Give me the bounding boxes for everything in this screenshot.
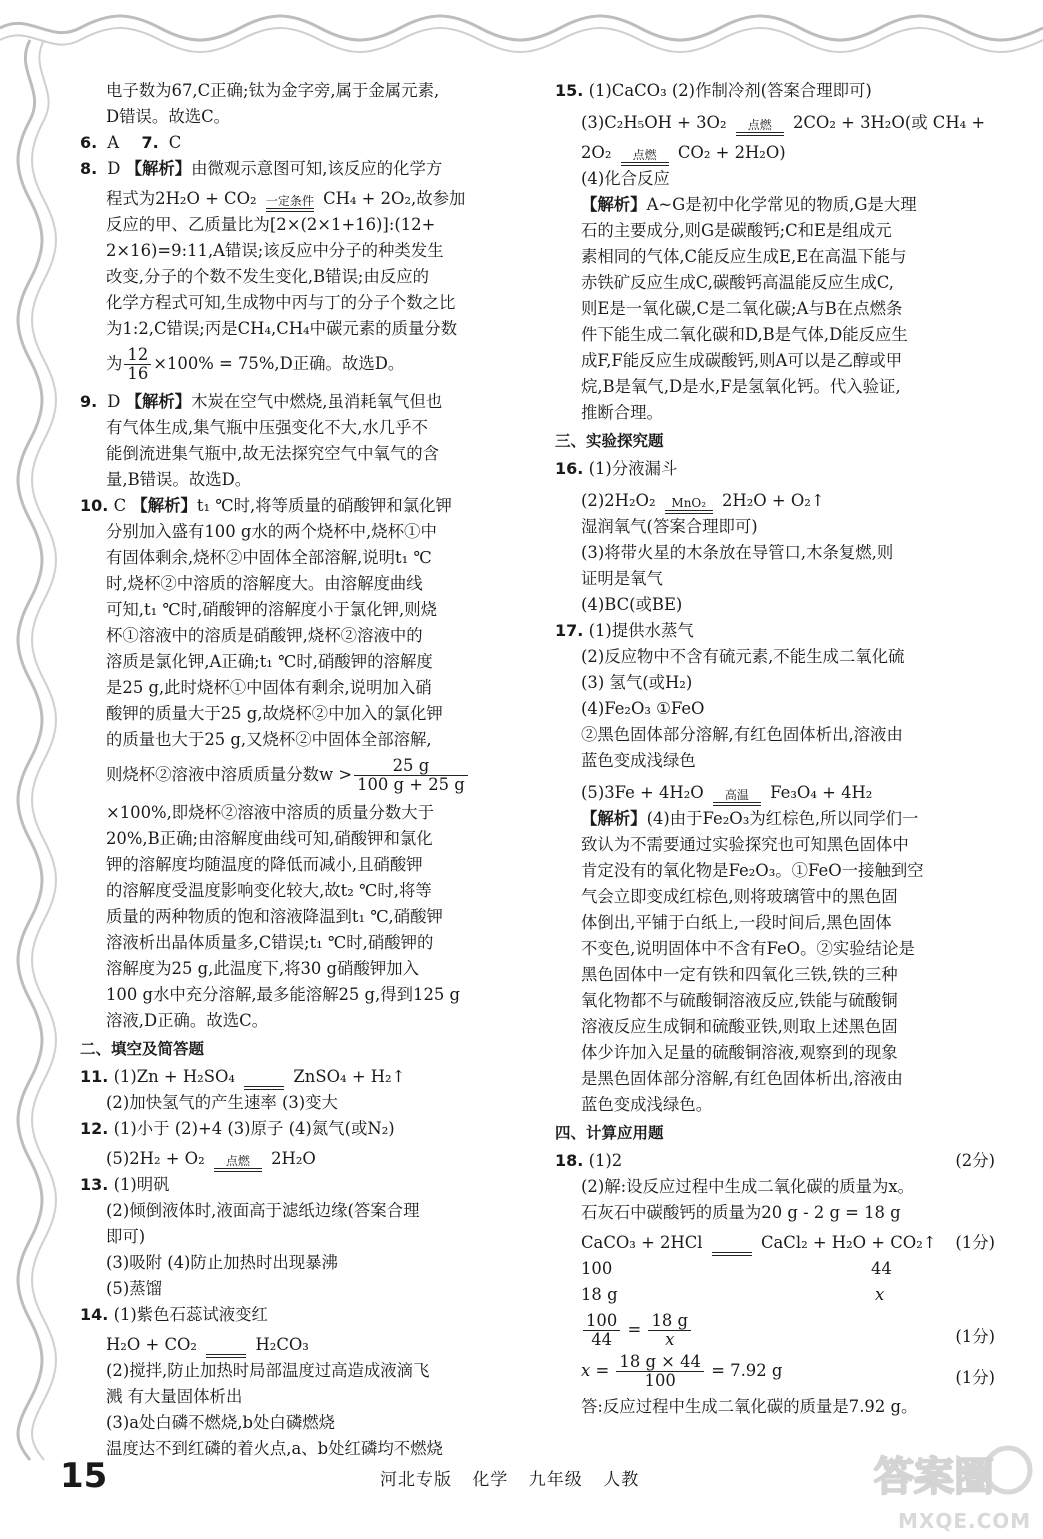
question-13 xyxy=(80,1172,520,1302)
equation-right: H₂CO₃ xyxy=(255,1335,309,1354)
question-number: 10. xyxy=(80,496,109,515)
text-fragment: = 7.92 g xyxy=(711,1361,783,1380)
score-label: (1分) xyxy=(955,1368,995,1387)
left-column xyxy=(80,78,520,1462)
text-line: 件下能生成二氧化碳和D,B是气体,D能反应生 xyxy=(581,325,908,344)
fraction: $\frac{100}{44}$ xyxy=(583,1312,620,1349)
watermark-logo xyxy=(868,1440,1038,1535)
text-line: (4)由于Fe₂O₃为红棕色,所以同学们一 xyxy=(646,809,919,828)
mass-value: 18 g xyxy=(581,1285,618,1304)
analysis-tag: 【解析】 xyxy=(125,159,192,178)
section-title: 二、填空及简答题 xyxy=(80,1040,205,1058)
text-line: 时,烧杯②中溶质的溶解度大。由溶解度曲线 xyxy=(106,574,423,593)
text-line: 的溶解度受温度影响变化较大,故t₂ ℃时,将等 xyxy=(106,881,432,900)
mass-value: 44 xyxy=(871,1259,892,1278)
text-line: (3)a处白磷不燃烧,b处白磷燃烧 xyxy=(106,1413,335,1432)
answer: C xyxy=(168,133,182,152)
text-line: (1)提供水蒸气 xyxy=(588,621,694,640)
mass-value: x xyxy=(875,1285,885,1304)
question-number: 12. xyxy=(80,1119,109,1138)
text-line: 溶液反应生成铜和硫酸亚铁,则取上述黑色固 xyxy=(581,1017,898,1036)
question-12 xyxy=(80,1116,520,1172)
reaction-condition: MnO₂ xyxy=(661,497,717,514)
answer: A xyxy=(107,133,120,152)
question-16 xyxy=(555,456,995,618)
question-number: 11. xyxy=(80,1067,109,1086)
text-line: 2×16)=9:11,A错误;该反应中分子的种类发生 xyxy=(106,241,444,260)
text-line: 不变色,说明固体中不含有FeO。②实验结论是 xyxy=(581,939,915,958)
text-line: (3) 氢气(或H₂) xyxy=(581,673,693,692)
equation-left: (3)C₂H₅OH + 3O₂ xyxy=(581,113,727,132)
mass-value: 100 xyxy=(581,1259,613,1278)
analysis-tag: 【解析】 xyxy=(125,392,192,411)
reaction-condition: 点燃 xyxy=(617,149,673,166)
text-line: A~G是初中化学常见的物质,G是大理 xyxy=(646,195,917,214)
text-line: (1)紫色石蕊试液变红 xyxy=(113,1305,268,1324)
reaction-condition: 点燃 xyxy=(210,1155,266,1172)
section-title: 四、计算应用题 xyxy=(555,1124,664,1142)
text-line: 溶解度为25 g,此温度下,将30 g硝酸钾加入 xyxy=(106,959,420,978)
text-line: 蓝色变成浅绿色。 xyxy=(581,1095,713,1114)
text-line: (2)解:设反应过程中生成二氧化碳的质量为x。 xyxy=(581,1177,915,1196)
text-line: 石灰石中碳酸钙的质量为20 g - 2 g = 18 g xyxy=(581,1203,901,1222)
question-18 xyxy=(555,1148,995,1420)
text-line: 质量的两种物质的饱和溶液降温到t₁ ℃,硝酸钾 xyxy=(106,907,443,926)
question-number: 17. xyxy=(555,621,584,640)
equation-right: 2H₂O xyxy=(271,1149,316,1168)
question-6-7 xyxy=(80,130,520,156)
text-line: 即可) xyxy=(106,1227,146,1246)
text-line: 烷,B是氧气,D是水,F是氢氧化钙。代入验证, xyxy=(581,377,901,396)
equation-right: 2H₂O + O₂↑ xyxy=(721,491,825,510)
text-line: t₁ ℃时,将等质量的硝酸钾和氯化钾 xyxy=(196,496,452,515)
question-17 xyxy=(555,618,995,1118)
equals-sign xyxy=(202,1341,250,1358)
text-line: (1)分液漏斗 xyxy=(588,459,678,478)
text-line: 化学方程式可知,生成物中丙与丁的分子个数之比 xyxy=(106,293,456,312)
score-label: (1分) xyxy=(955,1233,995,1252)
text-line: 酸钾的质量大于25 g,故烧杯②中加入的氯化钾 xyxy=(106,704,443,723)
text-line: (2)加快氢气的产生速率 (3)变大 xyxy=(106,1093,338,1112)
text-line: (1)小于 (2)+4 (3)原子 (4)氮气(或N₂) xyxy=(113,1119,395,1138)
section-title: 三、实验探究题 xyxy=(555,432,664,450)
text-line: 由微观示意图可知,该反应的化学方 xyxy=(191,159,443,178)
text-line: ②黑色固体部分溶解,有红色固体析出,溶液由 xyxy=(581,725,903,744)
text-line: 石的主要成分,则G是碳酸钙;C和E是组成元 xyxy=(581,221,892,240)
question-8 xyxy=(80,156,520,383)
text-line: 改变,分子的个数不发生变化,B错误;由反应的 xyxy=(106,267,430,286)
answer-line: 答:反应过程中生成二氧化碳的质量是7.92 g。 xyxy=(581,1397,918,1416)
text-line: 的质量也大于25 g,又烧杯②中固体全部溶解, xyxy=(106,730,432,749)
equation-left: 2O₂ xyxy=(581,143,612,162)
text-line: (3)将带火星的木条放在导管口,木条复燃,则 xyxy=(581,543,894,562)
question-number: 13. xyxy=(80,1175,109,1194)
equation-right: CO₂ + 2H₂O) xyxy=(677,143,786,162)
question-15 xyxy=(555,78,995,426)
text-fragment: 则烧杯②溶液中溶质质量分数w > xyxy=(106,765,353,784)
text-line: 分别加入盛有100 g水的两个烧杯中,烧杯①中 xyxy=(106,522,437,541)
text-line: 体倒出,平铺于白纸上,一段时间后,黑色固体 xyxy=(581,913,892,932)
analysis-tag: 【解析】 xyxy=(581,809,647,828)
question-number: 6. xyxy=(80,133,98,152)
equation-left: H₂O + CO₂ xyxy=(106,1335,198,1354)
text-line: 100 g水中充分溶解,最多能溶解25 g,得到125 g xyxy=(106,985,461,1004)
text-line: 是黑色固体部分溶解,有红色固体析出,溶液由 xyxy=(581,1069,903,1088)
footer-info: 河北专版 化学 九年级 人教 xyxy=(380,1470,640,1490)
equals: = xyxy=(627,1320,642,1339)
question-14 xyxy=(80,1302,520,1462)
text-line: 可知,t₁ ℃时,硝酸钾的溶解度小于氯化钾,则烧 xyxy=(106,600,437,619)
text-line: 是25 g,此时烧杯①中固体有剩余,说明加入硝 xyxy=(106,678,432,697)
text-line: 溶液,D正确。故选C。 xyxy=(106,1011,269,1030)
text-line: 则E是一氧化碳,C是二氧化碳;A与B在点燃条 xyxy=(581,299,903,318)
wavy-left-border xyxy=(0,0,80,1536)
text-line: 20%,B正确;由溶解度曲线可知,硝酸钾和氯化 xyxy=(106,829,433,848)
score-label: (2分) xyxy=(955,1151,995,1170)
text-line: 赤铁矿反应生成C,碳酸钙高温能反应生成C, xyxy=(581,273,894,292)
question-number: 8. xyxy=(80,159,98,178)
right-column xyxy=(555,78,995,1420)
text-line: 致认为不需要通过实验探究也可知黑色固体中 xyxy=(581,835,909,854)
reaction-condition: 高温 xyxy=(709,789,765,806)
text-fragment: x = xyxy=(581,1361,610,1380)
text-fragment: 为 xyxy=(106,354,123,373)
equation-right: Fe₃O₄ + 4H₂ xyxy=(770,783,873,802)
text-line: 溶液析出晶体质量多,C错误;t₁ ℃时,硝酸钾的 xyxy=(106,933,434,952)
question-number: 9. xyxy=(80,392,98,411)
text-line: (2)搅拌,防止加热时局部温度过高造成液滴飞 xyxy=(106,1361,430,1380)
watermark-text: 答案圈 xyxy=(874,1454,994,1500)
question-number: 16. xyxy=(555,459,584,478)
analysis-tag: 【解析】 xyxy=(131,496,197,515)
equation-left: (2)2H₂O₂ xyxy=(581,491,656,510)
text-line: (1)明矾 xyxy=(113,1175,170,1194)
text-line: 木炭在空气中燃烧,虽消耗氧气但也 xyxy=(191,392,443,411)
text-line: 量,B错误。故选D。 xyxy=(106,470,252,489)
text-line: (5)蒸馏 xyxy=(106,1279,162,1298)
answer: D xyxy=(107,159,121,178)
text-line: 溶质是氯化钾,A正确;t₁ ℃时,硝酸钾的溶解度 xyxy=(106,652,433,671)
question-number: 15. xyxy=(555,81,584,100)
question-number: 18. xyxy=(555,1151,584,1170)
text-line: 湿润氧气(答案合理即可) xyxy=(581,517,758,536)
page-number: 15 xyxy=(60,1456,108,1496)
text-line: (1)CaCO₃ (2)作制冷剂(答案合理即可) xyxy=(588,81,872,100)
text-line: 溅 有大量固体析出 xyxy=(106,1387,243,1406)
fraction: $\frac{25 g}{100 g + 25 g}$ xyxy=(354,757,468,794)
text-line: 推断合理。 xyxy=(581,403,663,422)
watermark-url: MXQE.COM xyxy=(898,1509,1032,1533)
text-line: (4)Fe₂O₃ ①FeO xyxy=(581,699,705,718)
equation-right: CaCl₂ + H₂O + CO₂↑ xyxy=(760,1233,937,1252)
question-11 xyxy=(80,1064,520,1116)
text-line: 有固体剩余,烧杯②中固体全部溶解,说明t₁ ℃ xyxy=(106,548,432,567)
equation-right: CH₄ + 2O₂,故参加 xyxy=(323,189,466,208)
reaction-condition: 点燃 xyxy=(732,119,788,136)
text-line: (4)BC(或BE) xyxy=(581,595,683,614)
equation-left: (1)Zn + H₂SO₄ xyxy=(113,1067,235,1086)
text-line: (4)化合反应 xyxy=(581,169,670,188)
text-line: (3)吸附 (4)防止加热时出现暴沸 xyxy=(106,1253,338,1272)
equation-right: ZnSO₄ + H₂↑ xyxy=(293,1067,406,1086)
answer: C xyxy=(113,496,127,515)
text-line: (2)反应物中不含有硫元素,不能生成二氧化硫 xyxy=(581,647,905,666)
text-line: 杯①溶液中的溶质是硝酸钾,烧杯②溶液中的 xyxy=(106,626,423,645)
analysis-tag: 【解析】 xyxy=(581,195,647,214)
reaction-condition: 一定条件 xyxy=(262,195,318,212)
text-line: ×100%,即烧杯②溶液中溶质的质量分数大于 xyxy=(106,803,435,822)
text-line: (2)倾倒液体时,液面高于滤纸边缘(答案合理 xyxy=(106,1201,420,1220)
wavy-top-border xyxy=(0,0,1043,70)
text-line: 肯定没有的氧化物是Fe₂O₃。①FeO一接触到空 xyxy=(581,861,924,880)
answer: D xyxy=(107,392,121,411)
question-9 xyxy=(80,389,520,493)
text-line: 素相同的气体,C能反应生成E,E在高温下能与 xyxy=(581,247,907,266)
text-line: 气会立即变成红棕色,则将玻璃管中的黑色固 xyxy=(581,887,898,906)
question-number: 14. xyxy=(80,1305,109,1324)
question-10 xyxy=(80,493,520,1034)
text-line: 电子数为67,C正确;钛为金字旁,属于金属元素, xyxy=(106,81,440,100)
fraction: $\frac{18 g}{x}$ xyxy=(648,1312,691,1349)
text-line: 为1:2,C错误;丙是CH₄,CH₄中碳元素的质量分数 xyxy=(106,319,458,338)
text-line: (1)2 xyxy=(588,1151,623,1170)
text-line: 体少许加入足量的硫酸铜溶液,观察到的现象 xyxy=(581,1043,898,1062)
score-label: (1分) xyxy=(955,1327,995,1346)
text-line: 氧化物都不与硫酸铜溶液反应,铁能与硫酸铜 xyxy=(581,991,898,1010)
equation-left: 程式为2H₂O + CO₂ xyxy=(106,189,257,208)
equation-left: (5)2H₂ + O₂ xyxy=(106,1149,205,1168)
text-line: 温度达不到红磷的着火点,a、b处红磷均不燃烧 xyxy=(106,1439,443,1458)
text-line: 黑色固体中一定有铁和四氧化三铁,铁的三种 xyxy=(581,965,898,984)
text-line: 成F,F能反应生成碳酸钙,则A可以是乙醇或甲 xyxy=(581,351,903,370)
text-line: 证明是氧气 xyxy=(581,569,663,588)
text-line: 能倒流进集气瓶中,故无法探究空气中氧气的含 xyxy=(106,444,440,463)
equation-left: (5)3Fe + 4H₂O xyxy=(581,783,704,802)
text-fragment: ×100% = 75%,D正确。故选D。 xyxy=(153,354,405,373)
equals-sign xyxy=(708,1239,756,1256)
fraction: $\frac{18 g \times 44}{100}$ xyxy=(616,1353,704,1390)
fraction: $\frac{12}{16}$ xyxy=(124,346,151,383)
equation-right: 2CO₂ + 3H₂O(或 CH₄ + xyxy=(792,113,986,132)
text-line: D错误。故选C。 xyxy=(106,107,231,126)
text-line: 有气体生成,集气瓶中压强变化不大,水几乎不 xyxy=(106,418,428,437)
equation-left: CaCO₃ + 2HCl xyxy=(581,1233,703,1252)
text-line: 反应的甲、乙质量比为[2×(2×1+16)]:(12+ xyxy=(106,215,436,234)
text-line: 钾的溶解度均随温度的降低而减小,且硝酸钾 xyxy=(106,855,423,874)
text-line: 蓝色变成浅绿色 xyxy=(581,751,696,770)
equals-sign xyxy=(240,1073,288,1090)
question-number: 7. xyxy=(141,133,159,152)
